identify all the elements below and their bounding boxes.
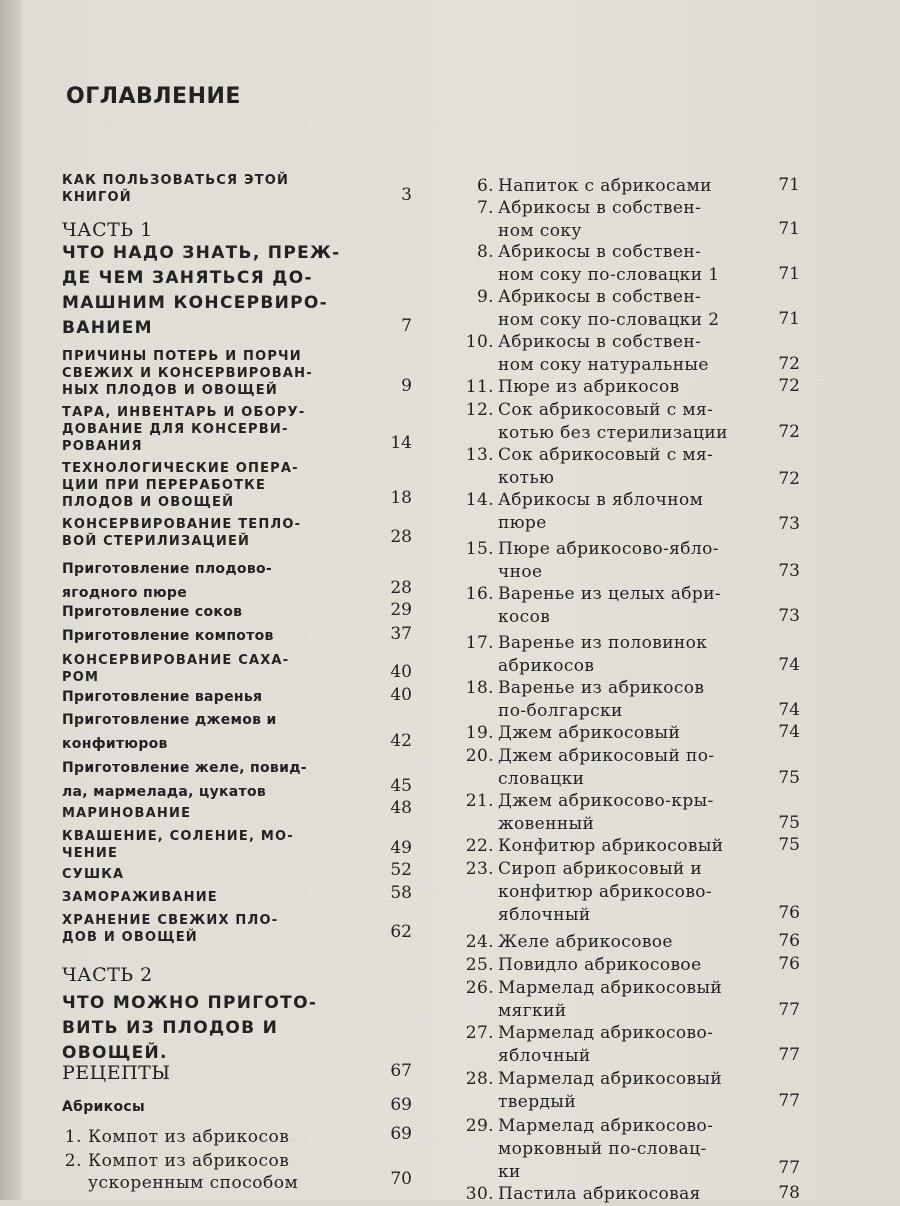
toc-entry-number: 16.	[465, 584, 494, 604]
toc-recipe-entry	[452, 489, 800, 535]
toc-entry-number: 15.	[465, 539, 494, 559]
toc-entry-number: 27.	[465, 1023, 494, 1043]
toc-entry-line: Приготовление варенья	[62, 689, 263, 705]
toc-entry-number: 22.	[465, 836, 494, 856]
toc-entry-text: ном соку натуральные	[498, 355, 709, 375]
toc-page-number: 76	[778, 931, 800, 951]
toc-recipe-entry	[452, 175, 800, 198]
toc-entry-text: Пюре абрикосово-ябло-	[498, 539, 719, 559]
toc-page-number: 72	[778, 422, 800, 442]
toc-page-number: 71	[778, 175, 800, 195]
toc-entry-line	[452, 1091, 800, 1114]
toc-entry-text: Абрикосы в яблочном	[498, 490, 704, 510]
toc-entry	[62, 883, 412, 906]
toc-entry-line: КАК ПОЛЬЗОВАТЬСЯ ЭТОЙ	[62, 173, 290, 188]
toc-entry-text: косов	[498, 607, 551, 627]
toc-entry-line: НЫХ ПЛОДОВ И ОВОЩЕЙ	[62, 383, 278, 398]
toc-entry-line: ВАНИЕМ	[62, 318, 153, 338]
toc-recipe-entry	[452, 677, 800, 723]
toc-recipe-entry	[452, 444, 800, 490]
toc-entry-line	[452, 467, 800, 490]
toc-page-number: 18	[390, 488, 412, 508]
toc-entry-text: ном соку по-словацки 1	[498, 265, 720, 285]
toc-recipe-entry	[452, 583, 800, 629]
toc-page-number: 58	[390, 883, 412, 903]
toc-entry-text: котью	[498, 468, 555, 488]
toc-entry-line	[452, 583, 800, 606]
toc-entry-line: ягодного пюре	[62, 585, 188, 601]
toc-entry	[62, 1061, 412, 1085]
toc-entry-line: ЦИИ ПРИ ПЕРЕРАБОТКЕ	[62, 478, 267, 493]
toc-entry-text: Конфитюр абрикосовый	[498, 836, 724, 856]
toc-entry-text: Сироп абрикосовый и	[498, 859, 703, 879]
toc-page-number: 67	[390, 1061, 412, 1081]
toc-entry-line	[452, 1022, 800, 1045]
toc-entry-text: абрикосов	[498, 656, 595, 676]
toc-page-number: 71	[778, 264, 800, 284]
toc-entry-line: ЧАСТЬ 1	[62, 219, 153, 241]
toc-entry-text: Сок абрикосовый с мя-	[498, 445, 714, 465]
toc-page-number: 72	[778, 354, 800, 374]
toc-recipe-entry	[452, 331, 800, 377]
toc-entry-line	[452, 399, 800, 422]
toc-entry-line	[452, 241, 800, 264]
toc-page-number: 3	[401, 185, 412, 205]
toc-page-number: 70	[390, 1169, 412, 1189]
toc-entry-text: морковный по-словац-	[498, 1139, 707, 1159]
toc-recipe-entry	[452, 241, 800, 287]
toc-entry-text: ки	[498, 1162, 521, 1182]
toc-page-number: 75	[778, 813, 800, 833]
toc-page-number: 7	[401, 316, 412, 336]
toc-page-number: 76	[778, 903, 800, 923]
toc-entry-text: Джем абрикосово-кры-	[498, 791, 714, 811]
toc-entry-line: конфитюров	[62, 736, 168, 752]
toc-entry	[62, 912, 412, 946]
toc-entry-line	[452, 1000, 800, 1023]
toc-entry-line	[452, 931, 800, 954]
toc-page-number: 75	[778, 768, 800, 788]
toc-entry	[62, 516, 412, 550]
toc-entry	[62, 828, 412, 862]
toc-entry-number: 9.	[476, 287, 494, 307]
toc-recipe-entry	[452, 197, 800, 243]
toc-entry	[62, 1150, 412, 1194]
toc-entry-text: пюре	[498, 513, 547, 533]
toc-entry-line: ла, мармелада, цукатов	[62, 784, 267, 800]
toc-entry-line: ЧТО МОЖНО ПРИГОТО-	[62, 993, 318, 1013]
toc-entry	[62, 1095, 412, 1119]
toc-entry-number: 18.	[465, 678, 494, 698]
toc-entry-line	[452, 606, 800, 629]
toc-entry-line: МАШНИМ КОНСЕРВИРО-	[62, 293, 329, 313]
toc-page-number: 40	[390, 685, 412, 705]
toc-entry	[62, 624, 412, 648]
toc-entry-line: КВАШЕНИЕ, СОЛЕНИЕ, МО-	[62, 829, 294, 844]
toc-entry-text: Желе абрикосовое	[498, 932, 673, 952]
toc-entry-line: ЧАСТЬ 2	[62, 964, 153, 986]
toc-entry-number: 23.	[465, 859, 494, 879]
toc-entry-line: РОМ	[62, 670, 100, 685]
toc-page-number: 72	[778, 376, 800, 396]
toc-entry-line: 2. Компот из абрикосов	[62, 1150, 412, 1172]
toc-entry	[62, 1126, 412, 1148]
toc-entry-line: РЕЦЕПТЫ	[62, 1062, 171, 1084]
toc-entry	[62, 798, 412, 822]
toc-entry-line: Приготовление компотов	[62, 628, 274, 644]
toc-recipe-entry	[452, 399, 800, 445]
toc-recipe-entry	[452, 835, 800, 858]
toc-entry-line: Приготовление соков	[62, 604, 243, 620]
toc-entry	[62, 600, 412, 624]
toc-entry-line: ДОВ И ОВОЩЕЙ	[62, 930, 198, 945]
toc-entry-text: твердый	[498, 1092, 577, 1112]
toc-entry-line: ЗАМОРАЖИВАНИЕ	[62, 890, 218, 905]
toc-entry-line	[452, 700, 800, 723]
toc-page-number: 76	[778, 954, 800, 974]
toc-entry-line: МАРИНОВАНИЕ	[62, 806, 192, 821]
toc-recipe-entry	[452, 286, 800, 332]
toc-page-number: 49	[390, 838, 412, 858]
toc-entry-line	[452, 309, 800, 332]
toc-entry-number: 8.	[476, 242, 494, 262]
toc-entry-line	[452, 175, 800, 198]
toc-entry-line	[452, 264, 800, 287]
toc-entry-number: 6.	[476, 176, 494, 196]
toc-entry	[62, 218, 412, 242]
toc-entry-line	[452, 858, 800, 881]
toc-entry-text: Напиток с абрикосами	[498, 176, 712, 196]
toc-entry-line	[452, 561, 800, 584]
toc-entry-text: Мармелад абрикосово-	[498, 1023, 714, 1043]
toc-entry-text: Сок абрикосовый с мя-	[498, 400, 714, 420]
toc-entry-line	[452, 489, 800, 512]
toc-page-number: 77	[778, 1091, 800, 1111]
toc-entry-number: 10.	[465, 332, 494, 352]
toc-entry-number: 7.	[476, 198, 494, 218]
toc-entry-line: ПЛОДОВ И ОВОЩЕЙ	[62, 495, 235, 510]
toc-entry-text: Абрикосы в собствен-	[498, 332, 702, 352]
toc-recipe-entry	[452, 1022, 800, 1068]
toc-entry-line: ДОВАНИЕ ДЛЯ КОНСЕРВИ-	[62, 422, 289, 437]
toc-entry-text: Мармелад абрикосовый	[498, 1069, 723, 1089]
toc-page-number: 77	[778, 1045, 800, 1065]
toc-page-number: 74	[778, 700, 800, 720]
toc-recipe-entry	[452, 722, 800, 745]
toc-entry-line: ЧТО НАДО ЗНАТЬ, ПРЕЖ-	[62, 243, 341, 263]
toc-entry-line: Приготовление джемов и	[62, 712, 277, 728]
toc-entry-number: 29.	[465, 1116, 494, 1136]
toc-entry-line	[452, 1068, 800, 1091]
toc-page-number: 69	[390, 1124, 412, 1144]
toc-page-number: 71	[778, 219, 800, 239]
toc-entry-line: ХРАНЕНИЕ СВЕЖИХ ПЛО-	[62, 913, 279, 928]
toc-entry-line	[452, 632, 800, 655]
toc-entry-line: СУШКА	[62, 867, 125, 882]
toc-entry-text: Пюре из абрикосов	[498, 377, 680, 397]
toc-entry-text: Джем абрикосовый	[498, 723, 681, 743]
toc-entry-line	[452, 1138, 800, 1161]
toc-recipe-entry	[452, 977, 800, 1023]
toc-entry-text: яблочный	[498, 905, 591, 925]
toc-entry-number: 14.	[465, 490, 494, 510]
toc-entry-text: мягкий	[498, 1001, 567, 1021]
toc-entry-text: Абрикосы в собствен-	[498, 242, 702, 262]
toc-entry-number: 30.	[465, 1184, 494, 1204]
toc-entry-line	[452, 286, 800, 309]
toc-recipe-entry	[452, 376, 800, 399]
toc-page-number: 69	[390, 1095, 412, 1115]
toc-entry	[62, 652, 412, 686]
toc-entry-number: 17.	[465, 633, 494, 653]
toc-entry-line	[452, 977, 800, 1000]
toc-entry-line	[452, 722, 800, 745]
toc-entry-number: 20.	[465, 746, 494, 766]
toc-entry-line	[452, 954, 800, 977]
toc-entry-line	[452, 331, 800, 354]
toc-entry	[62, 991, 412, 1066]
toc-entry	[62, 708, 412, 756]
toc-entry-number: 12.	[465, 400, 494, 420]
toc-entry	[62, 963, 412, 987]
toc-entry-line	[452, 1045, 800, 1068]
toc-entry-number: 11.	[465, 377, 494, 397]
toc-page-number: 73	[778, 561, 800, 581]
toc-recipe-entry	[452, 954, 800, 977]
toc-page-number: 28	[390, 527, 412, 547]
toc-entry	[62, 172, 412, 206]
toc-entry-text: Абрикосы в собствен-	[498, 287, 702, 307]
toc-page-number: 28	[390, 578, 412, 598]
toc-recipe-entry	[452, 1068, 800, 1114]
toc-page-number: 75	[778, 835, 800, 855]
toc-entry-number: 25.	[465, 955, 494, 975]
toc-entry-text: Пастила абрикосовая	[498, 1184, 701, 1204]
toc-entry-line: ПРИЧИНЫ ПОТЕРЬ И ПОРЧИ	[62, 349, 302, 364]
toc-entry-line	[452, 677, 800, 700]
toc-entry-number: 24.	[465, 932, 494, 952]
toc-entry-line: ВОЙ СТЕРИЛИЗАЦИЕЙ	[62, 534, 251, 549]
toc-page-number: 40	[390, 662, 412, 682]
toc-entry-number: 1.	[64, 1127, 82, 1147]
toc-recipe-entry	[452, 745, 800, 791]
toc-entry-number: 19.	[465, 723, 494, 743]
toc-entry	[62, 685, 412, 709]
toc-recipe-entry	[452, 858, 800, 927]
toc-entry-line: ОВОЩЕЙ.	[62, 1043, 168, 1063]
toc-entry-text: словацки	[498, 769, 585, 789]
toc-entry-line	[452, 538, 800, 561]
toc-entry-line: СВЕЖИХ И КОНСЕРВИРОВАН-	[62, 366, 313, 381]
toc-recipe-entry	[452, 538, 800, 584]
toc-entry-line: КНИГОЙ	[62, 190, 132, 205]
toc-page-number: 73	[778, 606, 800, 626]
toc-recipe-entry	[452, 1115, 800, 1184]
toc-entry-line	[452, 904, 800, 927]
toc-entry-text: Абрикосы в собствен-	[498, 198, 702, 218]
toc-page-number: 77	[778, 1158, 800, 1178]
toc-entry-line	[452, 813, 800, 836]
toc-page-number: 42	[390, 731, 412, 751]
toc-entry-line: Приготовление желе, повид-	[62, 760, 307, 776]
toc-entry-line: ТЕХНОЛОГИЧЕСКИЕ ОПЕРА-	[62, 461, 299, 476]
toc-entry-line: ЧЕНИЕ	[62, 846, 119, 861]
page-edge	[0, 0, 22, 1200]
toc-entry-text: Варенье из половинок	[498, 633, 708, 653]
toc-entry	[62, 348, 412, 399]
toc-entry	[62, 756, 412, 804]
toc-entry-line	[452, 512, 800, 535]
toc-entry-line	[452, 444, 800, 467]
toc-recipe-entry	[452, 632, 800, 678]
toc-entry-line	[452, 220, 800, 243]
toc-entry-line: Абрикосы	[62, 1099, 145, 1115]
toc-entry-line: КОНСЕРВИРОВАНИЕ ТЕПЛО-	[62, 517, 302, 532]
toc-entry	[62, 557, 412, 605]
toc-entry-line	[452, 1161, 800, 1184]
toc-entry-text: по-болгарски	[498, 701, 623, 721]
toc-entry-line	[452, 1183, 800, 1206]
toc-entry	[62, 404, 412, 455]
toc-entry	[62, 460, 412, 511]
toc-entry-line	[452, 790, 800, 813]
toc-entry-line: ДЕ ЧЕМ ЗАНЯТЬСЯ ДО-	[62, 268, 313, 288]
toc-entry-line	[452, 768, 800, 791]
toc-entry-text: Варенье из целых абри-	[498, 584, 722, 604]
toc-entry-text: Повидло абрикосовое	[498, 955, 702, 975]
toc-entry-line	[452, 835, 800, 858]
toc-page-number: 37	[390, 624, 412, 644]
toc-entry-line: ускоренным способом	[88, 1173, 299, 1193]
toc-entry-text: котью без стерилизации	[498, 423, 728, 443]
toc-entry-text: чное	[498, 562, 543, 582]
toc-entry-line: ВИТЬ ИЗ ПЛОДОВ И	[62, 1018, 279, 1038]
toc-entry-text: Варенье из абрикосов	[498, 678, 705, 698]
toc-entry-text: яблочный	[498, 1046, 591, 1066]
toc-entry-number: 2.	[64, 1151, 82, 1171]
toc-entry-text: Мармелад абрикосовый	[498, 978, 723, 998]
toc-entry-line	[452, 422, 800, 445]
toc-entry-line	[452, 376, 800, 399]
toc-page-number: 62	[390, 922, 412, 942]
toc-entry-text: Джем абрикосовый по-	[498, 746, 715, 766]
toc-entry-line	[452, 655, 800, 678]
toc-page-number: 9	[401, 376, 412, 396]
toc-entry-number: 21.	[465, 791, 494, 811]
toc-entry-line	[452, 745, 800, 768]
toc-page-number: 78	[778, 1183, 800, 1203]
toc-entry-line	[452, 881, 800, 904]
toc-page-number: 74	[778, 722, 800, 742]
toc-entry-line: 1. Компот из абрикосов	[62, 1126, 412, 1148]
toc-entry-text: Мармелад абрикосово-	[498, 1116, 714, 1136]
toc-page-number: 48	[390, 798, 412, 818]
toc-recipe-entry	[452, 790, 800, 836]
toc-entry-line	[452, 354, 800, 377]
toc-entry-line: КОНСЕРВИРОВАНИЕ САХА-	[62, 653, 290, 668]
toc-entry-line: Приготовление плодово-	[62, 561, 273, 577]
toc-recipe-entry	[452, 1183, 800, 1206]
toc-entry-line	[452, 1115, 800, 1138]
toc-entry-text: ном соку	[498, 221, 582, 241]
toc-page-number: 77	[778, 1000, 800, 1020]
toc-page-number: 72	[778, 469, 800, 489]
toc-page-number: 74	[778, 655, 800, 675]
toc-entry	[62, 241, 412, 341]
toc-entry	[62, 860, 412, 883]
toc-entry-text: конфитюр абрикосово-	[498, 882, 713, 902]
toc-page-number: 73	[778, 514, 800, 534]
toc-entry-number: 28.	[465, 1069, 494, 1089]
toc-entry-text: ном соку по-словацки 2	[498, 310, 720, 330]
toc-entry-text: жовенный	[498, 814, 595, 834]
toc-entry-line	[452, 197, 800, 220]
toc-page-number: 45	[390, 776, 412, 796]
toc-entry-line: ТАРА, ИНВЕНТАРЬ И ОБОРУ-	[62, 405, 306, 420]
page-title: ОГЛАВЛЕНИЕ	[66, 84, 241, 109]
toc-entry-number: 13.	[465, 445, 494, 465]
toc-entry-line: РОВАНИЯ	[62, 439, 143, 454]
toc-page-number: 29	[390, 600, 412, 620]
toc-page-number: 52	[390, 860, 412, 880]
toc-entry-number: 26.	[465, 978, 494, 998]
toc-page-number: 71	[778, 309, 800, 329]
toc-page-number: 14	[390, 433, 412, 453]
toc-recipe-entry	[452, 931, 800, 954]
